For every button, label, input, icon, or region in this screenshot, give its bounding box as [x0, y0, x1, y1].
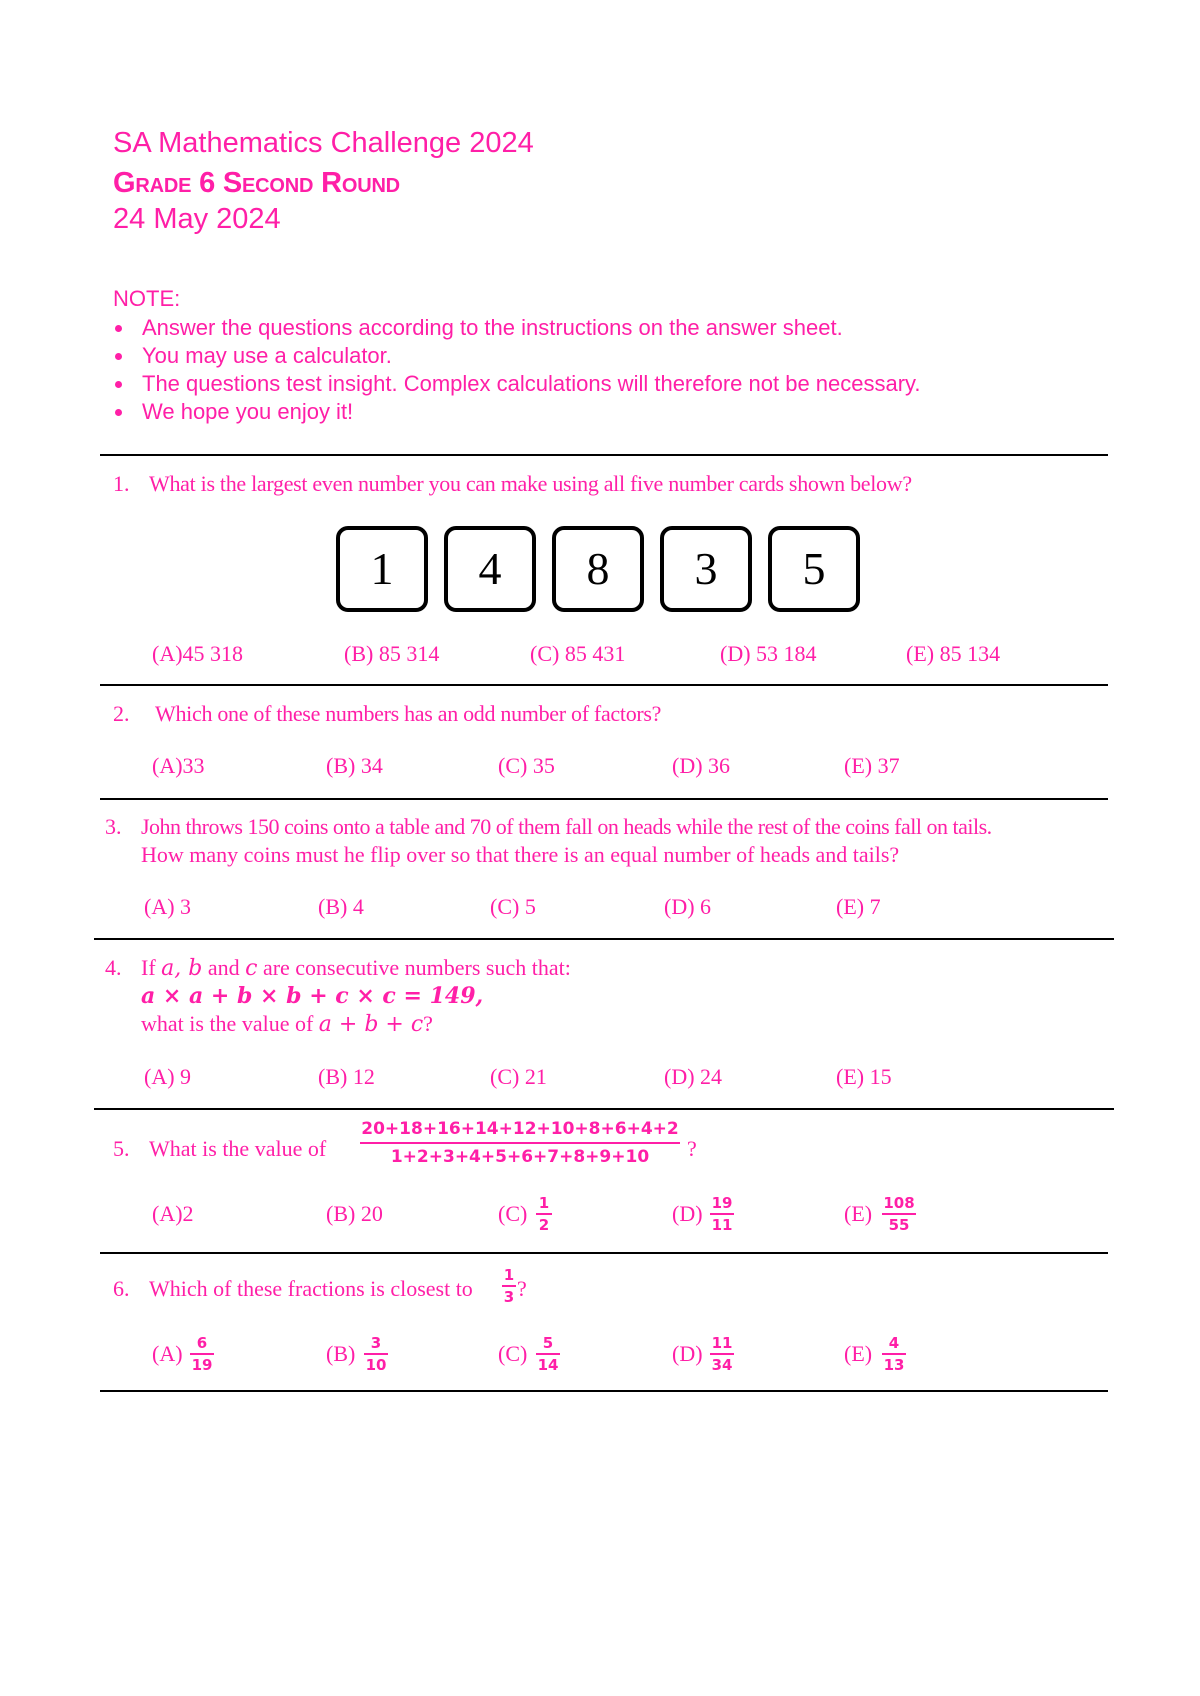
question-text: Which of these fractions is closest to [149, 1276, 473, 1301]
option-c: (C) 21 [490, 1064, 547, 1089]
option-a: (A) 9 [144, 1064, 192, 1089]
question-number: 3. [105, 814, 122, 839]
note-label: NOTE: [113, 286, 181, 311]
note-item: The questions test insight. Complex calculations will therefore not be necessary. [113, 370, 921, 398]
divider [94, 1108, 1114, 1110]
option-e: (E) [844, 1201, 873, 1226]
question-number: 1. [113, 471, 130, 496]
number-card: 4 [444, 526, 536, 612]
question-2 [113, 700, 661, 728]
exam-date: 24 May 2024 [113, 203, 281, 235]
divider [100, 1252, 1108, 1254]
variable-c: c [245, 956, 258, 981]
option-d: (D) 24 [664, 1064, 723, 1089]
option-a: (A)2 [152, 1201, 194, 1226]
option-b: (B) 20 [326, 1201, 383, 1226]
option-b-fraction: 3 10 [365, 1334, 387, 1374]
question-4: 4. If a, b and c are consecutive numbers such that: [105, 955, 571, 981]
question-4-equation: a × a + b × b + c × c = 149, [141, 983, 484, 1009]
option-b: (B) 34 [326, 753, 383, 778]
question-line: John throws 150 coins onto a table and 70 of them fall on heads while the rest of the coins fall on tails. [141, 814, 992, 839]
option-c: (C) 85 431 [530, 641, 626, 666]
option-b: (B) 85 314 [344, 641, 440, 666]
option-e: (E) 7 [836, 894, 881, 919]
fraction-bar [360, 1142, 680, 1144]
question-number: 5. [113, 1136, 130, 1161]
option-c-fraction: 5 14 [537, 1334, 559, 1374]
bullet-icon [115, 381, 122, 388]
note-item: You may use a calculator. [113, 342, 921, 370]
option-d: (D) [672, 1341, 703, 1366]
bullet-icon [115, 409, 122, 416]
option-d-fraction: 19 11 [711, 1194, 733, 1234]
option-c: (C) 35 [498, 753, 555, 778]
option-a: (A) [152, 1341, 183, 1366]
option-c-fraction: 1 2 [536, 1194, 552, 1234]
question-3-line-2: How many coins must he flip over so that there is an equal number of heads and tails? [141, 842, 900, 867]
divider [100, 454, 1108, 456]
question-text: Which one of these numbers has an odd number of factors? [155, 701, 662, 726]
option-b: (B) 4 [318, 894, 364, 919]
option-a-fraction: 6 19 [191, 1334, 213, 1374]
option-a: (A)45 318 [152, 641, 244, 666]
page-title: SA Mathematics Challenge 2024 [113, 127, 534, 159]
option-e-fraction: 4 13 [883, 1334, 905, 1374]
target-fraction: 1 3 [503, 1266, 515, 1306]
option-e: (E) 37 [844, 753, 900, 778]
question-4-line-3: what is the value of a + b + c? [141, 1011, 433, 1037]
divider [94, 938, 1114, 940]
question-text: What is the largest even number you can make using all five number cards shown below? [149, 471, 912, 496]
variables-ab: a, b [161, 956, 203, 981]
bullet-icon [115, 325, 122, 332]
number-card: 1 [336, 526, 428, 612]
numerator: 20+18+16+14+12+10+8+6+4+2 [361, 1119, 679, 1139]
option-d: (D) 53 184 [720, 641, 817, 666]
bullet-icon [115, 353, 122, 360]
question-number: 2. [113, 701, 130, 726]
option-b: (B) 12 [318, 1064, 375, 1089]
question-suffix: ? [517, 1276, 527, 1301]
note-item: We hope you enjoy it! [113, 398, 921, 426]
option-e-fraction: 108 55 [883, 1194, 915, 1234]
question-6 [113, 1275, 473, 1303]
option-d: (D) [672, 1201, 703, 1226]
question-number: 6. [113, 1276, 130, 1301]
option-c: (C) [498, 1341, 528, 1366]
question-number: 4. [105, 955, 122, 980]
question-3 [105, 813, 992, 841]
divider [100, 684, 1108, 686]
option-a: (A)33 [152, 753, 205, 778]
denominator: 1+2+3+4+5+6+7+8+9+10 [390, 1147, 650, 1167]
option-b: (B) [326, 1341, 356, 1366]
note-item: Answer the questions according to the instructions on the answer sheet. [113, 314, 921, 342]
divider [100, 1390, 1108, 1392]
note-list [113, 314, 921, 426]
question-5 [113, 1135, 326, 1163]
option-e: (E) [844, 1341, 873, 1366]
number-card: 8 [552, 526, 644, 612]
option-d-fraction: 11 34 [711, 1334, 733, 1374]
option-e: (E) 85 134 [906, 641, 1001, 666]
option-d: (D) 36 [672, 753, 731, 778]
number-card: 5 [768, 526, 860, 612]
page-subtitle: Grade 6 Second Round [113, 167, 400, 199]
divider [100, 798, 1108, 800]
option-a: (A) 3 [144, 894, 192, 919]
option-e: (E) 15 [836, 1064, 892, 1089]
option-d: (D) 6 [664, 894, 712, 919]
question-text: What is the value of [149, 1136, 327, 1161]
question-suffix: ? [687, 1136, 697, 1161]
number-card: 3 [660, 526, 752, 612]
option-c: (C) [498, 1201, 528, 1226]
sum-fraction [360, 1118, 680, 1168]
question-1 [113, 470, 912, 498]
option-c: (C) 5 [490, 894, 536, 919]
